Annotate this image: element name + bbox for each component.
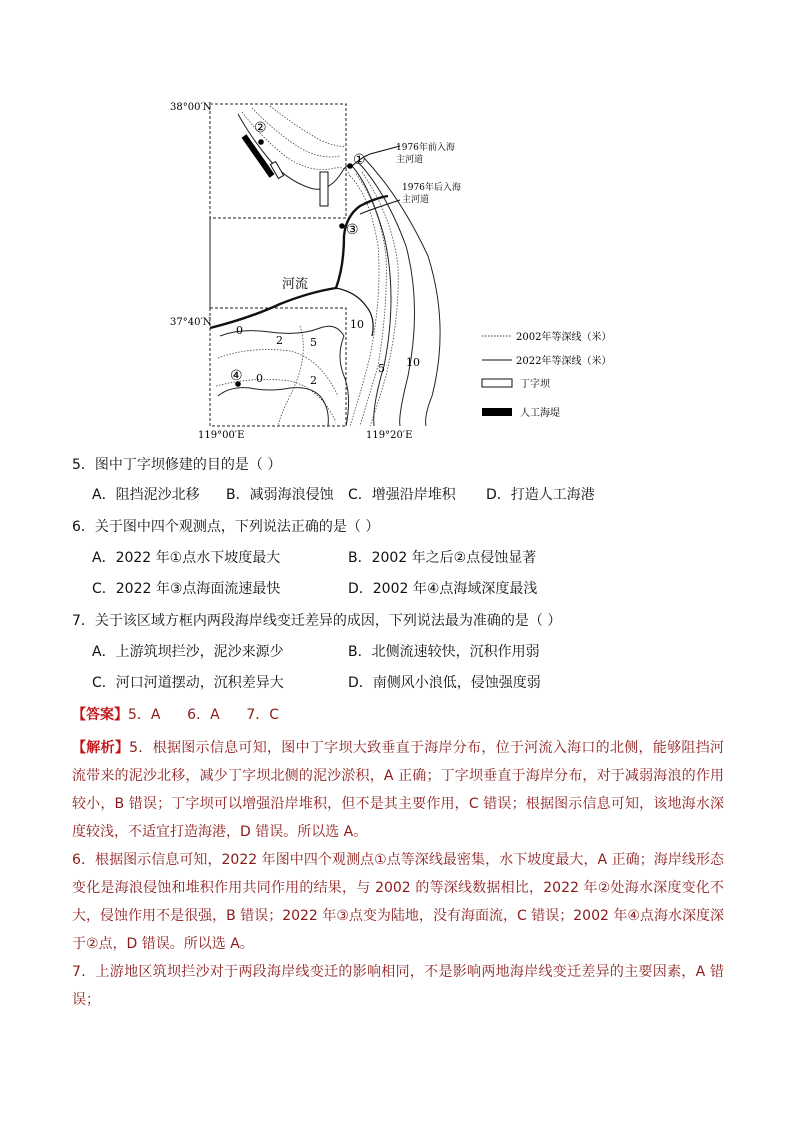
depth-label: 10 bbox=[406, 356, 420, 369]
q5-option-b: B．减弱海浪侵蚀 bbox=[226, 487, 334, 503]
new-channel-label-1: 1976年后入海 bbox=[402, 183, 461, 193]
lat-top-label: 38°00′N bbox=[170, 102, 212, 113]
groyne bbox=[270, 162, 283, 179]
analysis-5-text: 5．根据图示信息可知，图中丁字坝大致垂直于海岸分布，位于河流入海口的北侧，能够阻挡河流带来的泥沙北移，减少丁字坝北侧的泥沙淤积，A 正确；丁字坝垂直于海岸分布，对于减弱海浪的作用较小，B 错误；丁字坝可以增强沿岸堆积，但不是其主要作用，C 错误；根据图示信息可知，该地海水深度较浅，不适宜打造海港，D 错误。所以选 A。 bbox=[72, 740, 725, 840]
point-1-label: ① bbox=[353, 152, 366, 168]
depth-label: 2 bbox=[310, 374, 317, 387]
point-4-label: ④ bbox=[230, 368, 243, 384]
depth-label: 0 bbox=[256, 372, 263, 385]
old-channel-label-2: 主河道 bbox=[396, 155, 424, 165]
legend-seawall-label: 人工海堤 bbox=[520, 408, 560, 419]
seawall bbox=[244, 136, 272, 176]
groyne bbox=[320, 172, 328, 206]
legend-groyne-label: 丁字坝 bbox=[520, 379, 550, 390]
lon-right-label: 119°20′E bbox=[366, 430, 413, 441]
analysis-label: 【解析】 bbox=[72, 740, 130, 756]
south-box bbox=[210, 308, 346, 426]
depth-label: 5 bbox=[378, 362, 385, 375]
answer-text: 5．A 6．A 7．C bbox=[128, 707, 280, 723]
new-channel-label-2: 主河道 bbox=[402, 195, 430, 205]
point-3-label: ③ bbox=[346, 222, 359, 238]
question-6-stem: 6．关于图中四个观测点，下列说法正确的是（ ） bbox=[72, 519, 380, 535]
q5-option-c: C．增强沿岸堆积 bbox=[348, 487, 456, 503]
point-2-label: ② bbox=[254, 120, 267, 136]
answer-line bbox=[72, 704, 279, 726]
legend-2022-label: 2022年等深线（米） bbox=[516, 356, 612, 367]
q5-option-a: A．阻挡泥沙北移 bbox=[92, 487, 200, 503]
q6-option-d: D．2002 年④点海域深度最浅 bbox=[348, 581, 538, 597]
question-5-stem: 5．图中丁字坝修建的目的是（ ） bbox=[72, 457, 282, 473]
q7-option-b: B．北侧流速较快，沉积作用弱 bbox=[348, 644, 540, 660]
river-label: 河流 bbox=[282, 277, 309, 292]
analysis-7: 7．上游地区筑坝拦沙对于两段海岸线变迁的影响相同，不是影响两地海岸线变迁差异的主要因素，A 错误； bbox=[72, 964, 724, 1008]
q6-option-b: B．2002 年之后②点侵蚀显著 bbox=[348, 550, 537, 566]
point-3-dot bbox=[339, 223, 345, 229]
point-2-dot bbox=[258, 139, 264, 145]
lon-left-label: 119°00′E bbox=[198, 430, 245, 441]
q7-option-a: A．上游筑坝拦沙，泥沙来源少 bbox=[92, 644, 284, 660]
analysis-6: 6．根据图示信息可知，2022 年图中四个观测点①点等深线最密集，水下坡度最大，A 正确；海岸线形态变化是海浪侵蚀和堆积作用共同作用的结果，与 2002 的等深线数据相比，2022 年②处海水深度变化不大，侵蚀作用不是很强，B 错误；2022 年③点变为陆地，没有海面流，C 错误；2002 年④点海水深度深于②点，D 错误。所以选 A。 bbox=[72, 852, 724, 952]
analysis-5 bbox=[72, 734, 724, 846]
point-1-dot bbox=[347, 163, 353, 169]
q6-option-c: C．2022 年③点海面流速最快 bbox=[92, 581, 281, 597]
q7-option-c: C．河口河道摆动，沉积差异大 bbox=[92, 675, 284, 691]
q5-option-d: D．打造人工海港 bbox=[486, 487, 595, 503]
question-7-stem: 7．关于该区域方框内两段海岸线变迁差异的成因，下列说法最为准确的是（ ） bbox=[72, 613, 562, 629]
coastline-map bbox=[160, 96, 630, 446]
analysis-block bbox=[72, 734, 724, 1014]
lat-mid-label: 37°40′N bbox=[170, 317, 212, 328]
depth-label: 10 bbox=[350, 318, 364, 331]
q7-option-d: D．南侧风小浪低，侵蚀强度弱 bbox=[348, 675, 541, 691]
legend-2002-label: 2002年等深线（米） bbox=[516, 332, 612, 343]
answer-label: 【答案】 bbox=[72, 707, 128, 723]
depth-label: 0 bbox=[236, 324, 243, 337]
depth-label: 2 bbox=[276, 334, 283, 347]
q6-option-a: A．2022 年①点水下坡度最大 bbox=[92, 550, 281, 566]
old-channel-label-1: 1976年前入海 bbox=[396, 143, 455, 153]
depth-label: 5 bbox=[310, 336, 317, 349]
map-legend bbox=[482, 330, 611, 419]
